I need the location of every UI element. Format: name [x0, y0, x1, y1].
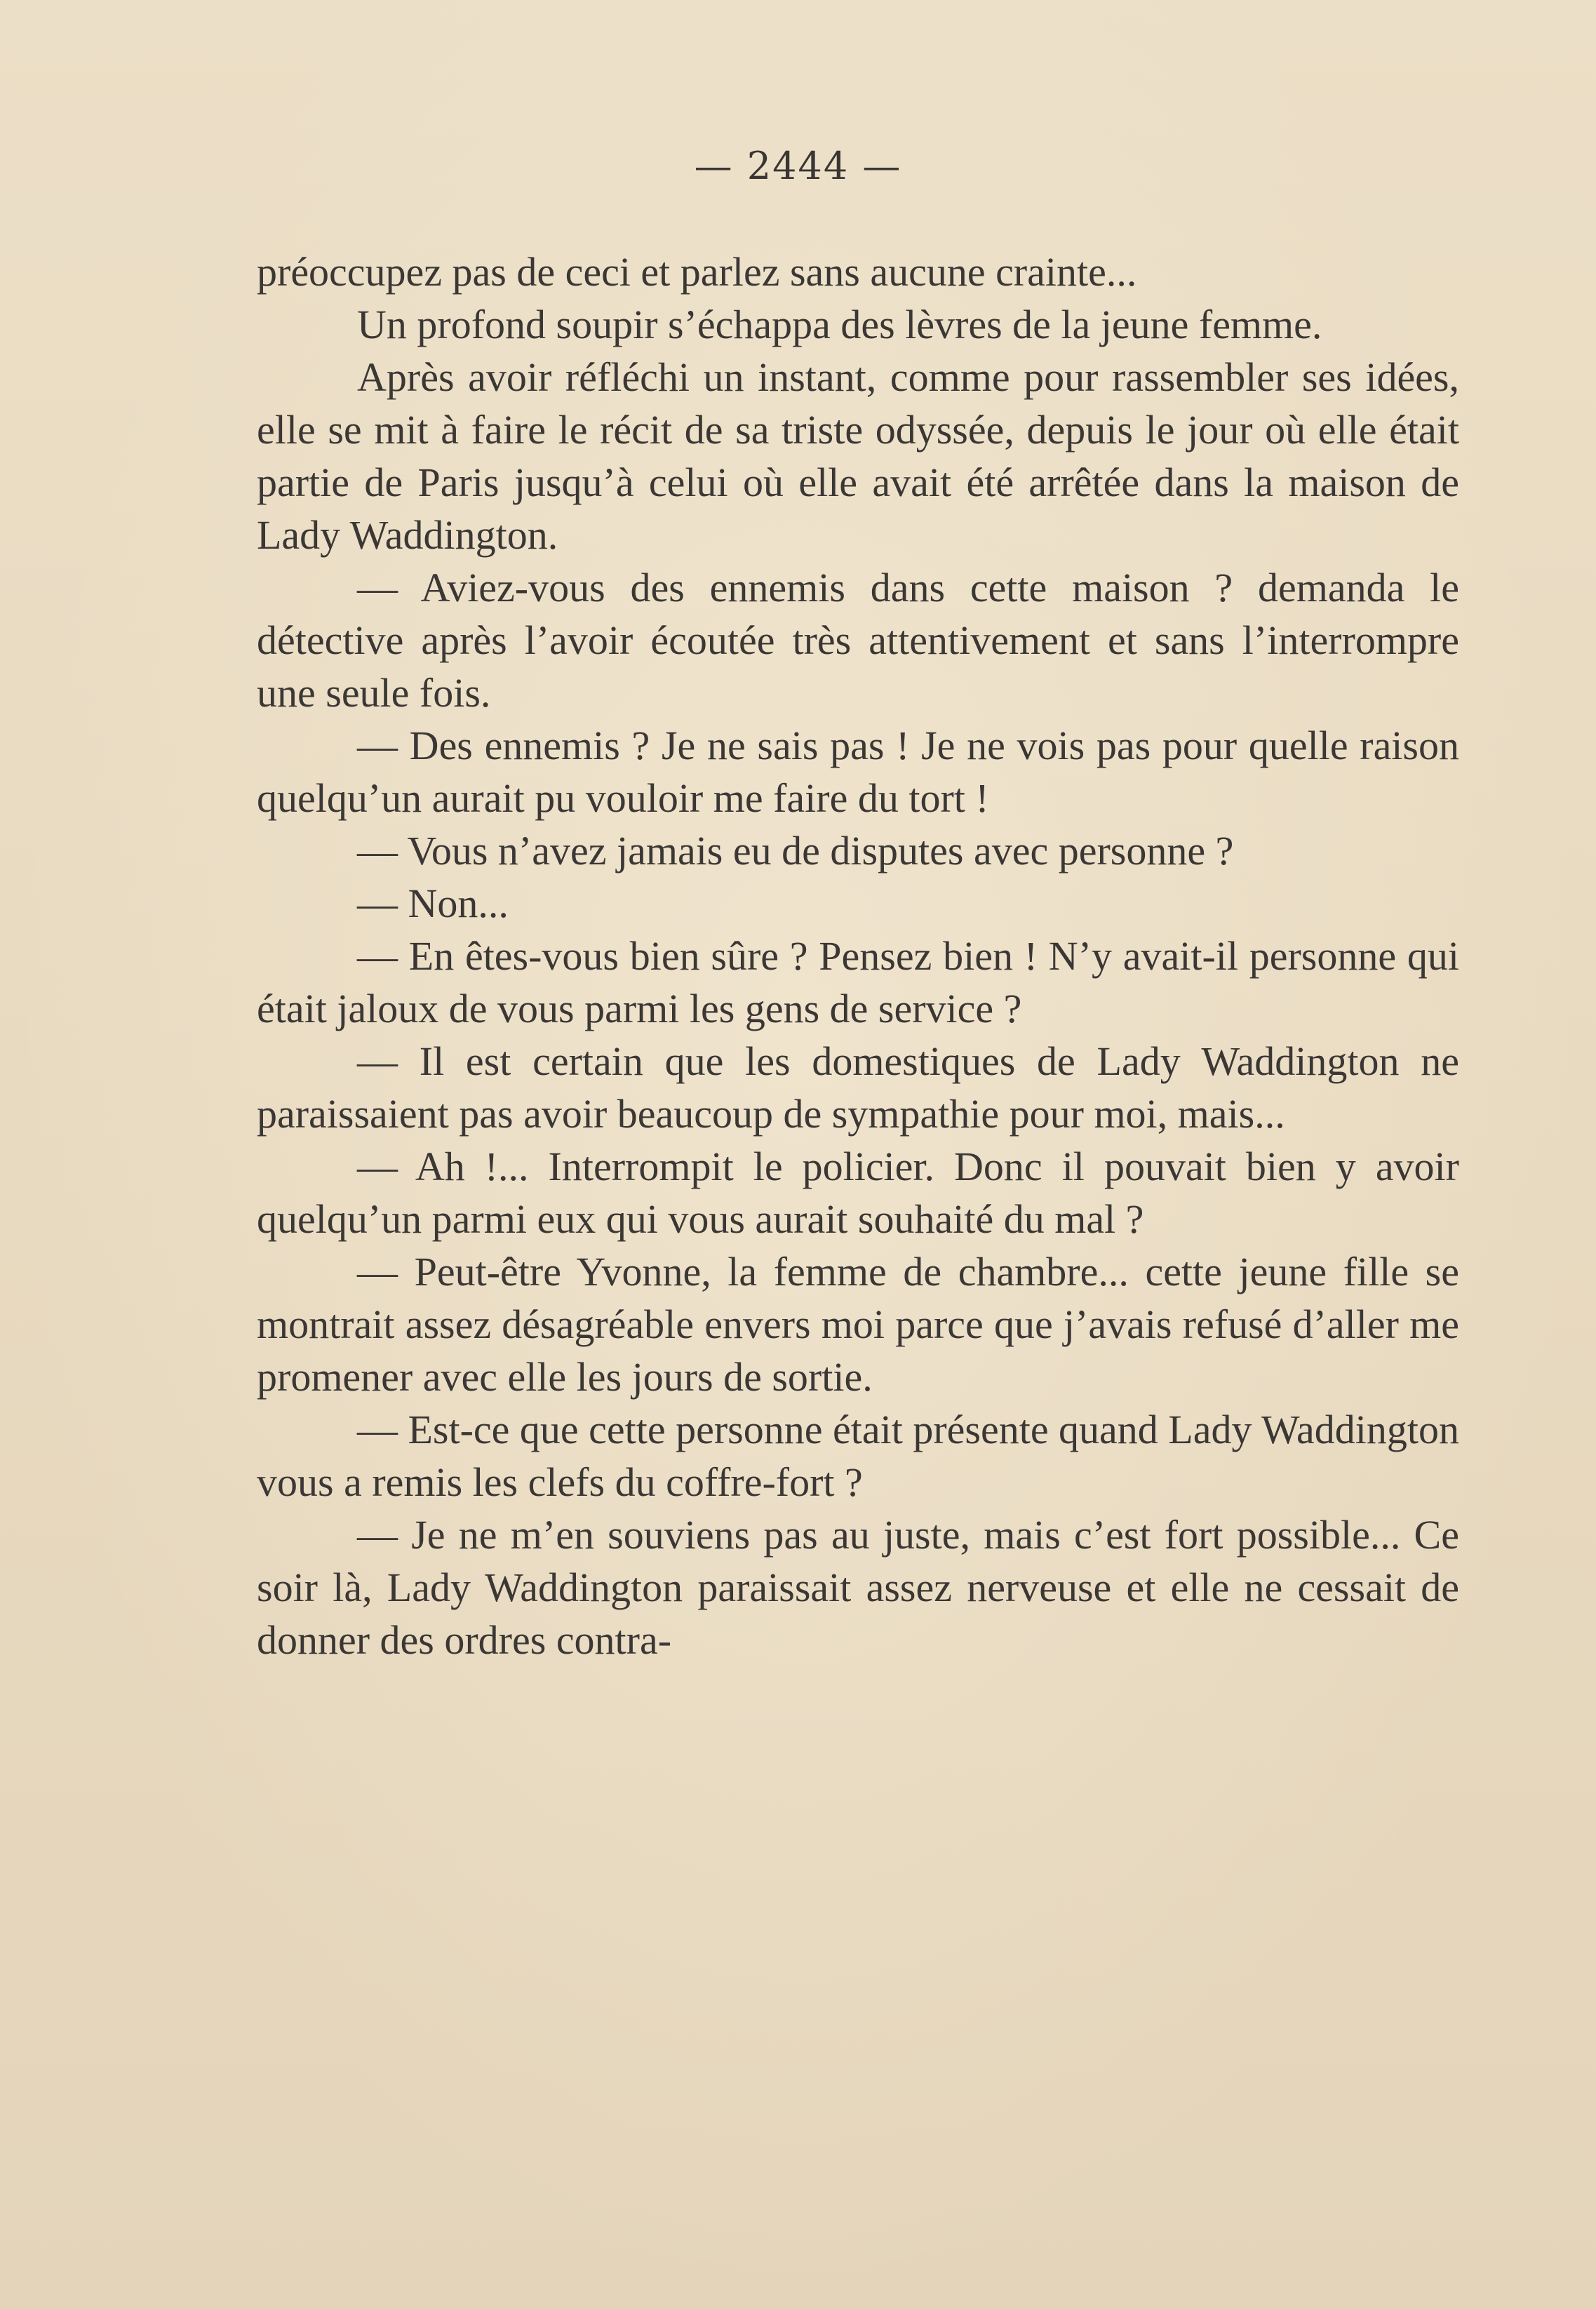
- paragraph: — Des ennemis ? Je ne sais pas ! Je ne vois pas pour quelle raison quelqu’un aurait pu vouloir me faire du tort !: [257, 723, 1459, 821]
- paragraph: — En êtes-vous bien sûre ? Pensez bien ! N’y avait-il personne qui était jaloux de vous parmi les gens de service ?: [257, 933, 1459, 1031]
- paragraph: — Il est certain que les domestiques de Lady Waddington ne paraissaient pas avoir beaucoup de sympathie pour moi, mais...: [257, 1038, 1459, 1137]
- page-number: — 2444 —: [694, 144, 902, 188]
- paragraph: — Je ne m’en souviens pas au juste, mais c’est fort possible... Ce soir là, Lady Waddington paraissait assez nerveuse et elle ne cessait de donner des ordres contra-: [257, 1512, 1459, 1663]
- body-text: [257, 246, 1459, 1666]
- paragraph: Un profond soupir s’échappa des lèvres de la jeune femme.: [357, 302, 1322, 347]
- paragraph: — Vous n’avez jamais eu de disputes avec personne ?: [357, 828, 1234, 874]
- paragraph: préoccupez pas de ceci et parlez sans aucune crainte...: [257, 249, 1137, 295]
- paragraph: — Peut-être Yvonne, la femme de chambre... cette jeune fille se montrait assez désagréable envers moi parce que j’avais refusé d’aller me promener avec elle les jours de sortie.: [257, 1249, 1459, 1400]
- paragraph: — Non...: [357, 881, 509, 926]
- paragraph: — Est-ce que cette personne était présente quand Lady Waddington vous a remis les clefs du coffre-fort ?: [257, 1407, 1459, 1505]
- paragraph: — Aviez-vous des ennemis dans cette maison ? demanda le détective après l’avoir écoutée très attentivement et sans l’interrompre une seule fois.: [257, 565, 1459, 716]
- paragraph: — Ah !... Interrompit le policier. Donc il pouvait bien y avoir quelqu’un parmi eux qui vous aurait souhaité du mal ?: [257, 1144, 1459, 1242]
- paragraph: Après avoir réfléchi un instant, comme pour rassembler ses idées, elle se mit à faire le récit de sa triste odyssée, depuis le jour où elle était partie de Paris jusqu’à celui où elle avait été arrêtée dans la maison de Lady Waddington.: [257, 354, 1459, 558]
